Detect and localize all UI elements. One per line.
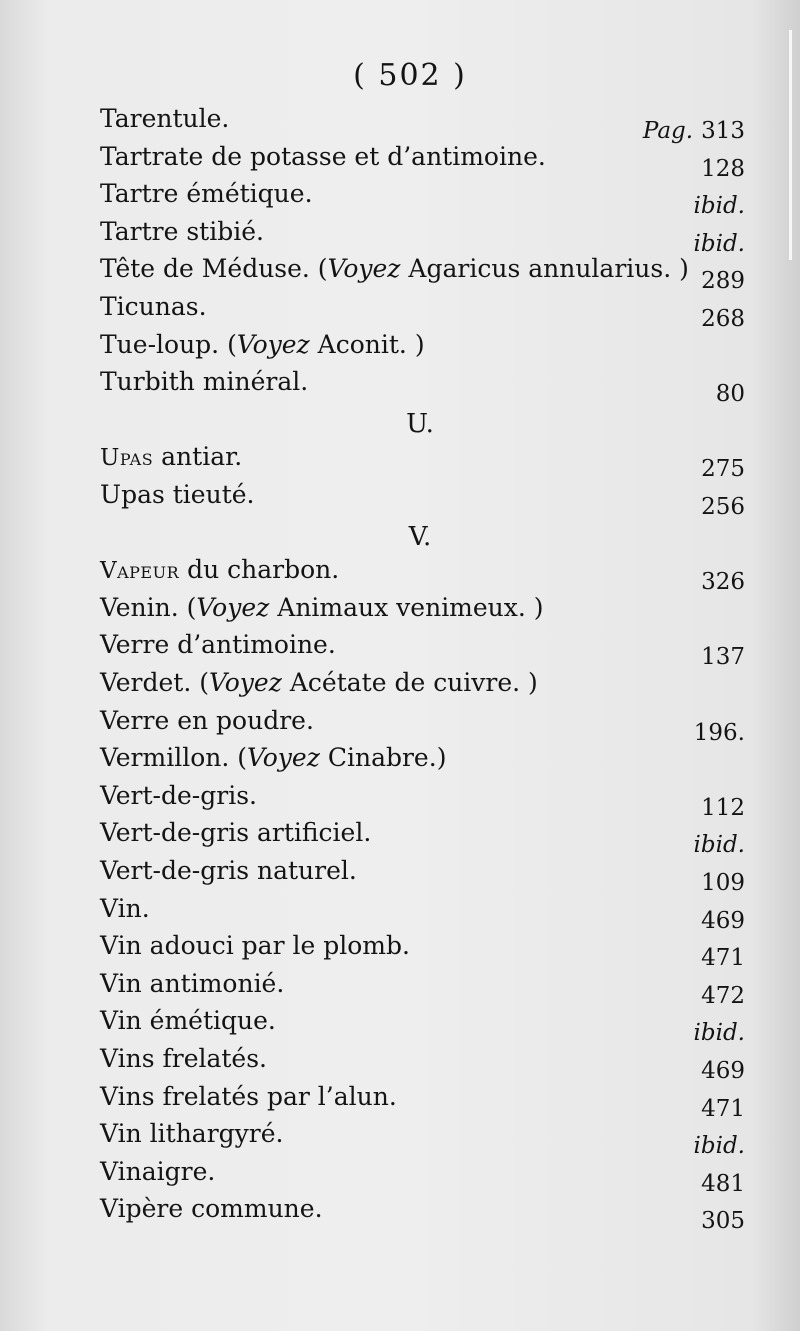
entry-term xyxy=(100,1119,283,1148)
entry-text: Tue-loup. ( xyxy=(100,329,237,359)
index-entry xyxy=(100,668,745,706)
entry-page-ref xyxy=(701,156,745,182)
page-number-ref: 313 xyxy=(701,118,745,144)
entry-term xyxy=(100,781,257,810)
entry-term xyxy=(100,330,425,359)
page-number-ref: 275 xyxy=(701,456,745,483)
see-also-reference: Aconit. xyxy=(309,329,407,359)
page-number-ref: 472 xyxy=(701,982,745,1009)
entry-text: Tartre stibié. xyxy=(100,216,264,246)
entry-term xyxy=(100,480,254,509)
entry-page-ref xyxy=(701,870,745,896)
entry-page-ref xyxy=(694,193,745,219)
index-entry xyxy=(100,931,745,972)
entry-term xyxy=(100,1044,267,1073)
entry-page-ref xyxy=(694,231,745,257)
see-also-reference: Agaricus annularius. xyxy=(400,254,672,284)
entry-page-ref xyxy=(701,644,745,670)
entry-page-ref xyxy=(701,456,745,482)
page-number-ref: 268 xyxy=(701,306,745,332)
entry-text: du charbon. xyxy=(179,555,340,585)
page-number-ref: 471 xyxy=(701,1095,745,1122)
entry-term xyxy=(100,1157,215,1186)
entry-page-ref xyxy=(701,1096,745,1122)
page-number-ref: 256 xyxy=(701,494,745,520)
entry-text: Vin lithargyré. xyxy=(100,1119,284,1149)
see-also-label: Voyez xyxy=(209,668,282,697)
page-number-ref: ibid. xyxy=(693,832,745,859)
entry-term xyxy=(100,292,207,321)
page-number-ref: 80 xyxy=(715,381,745,408)
index-entry xyxy=(100,706,745,744)
entry-page-ref xyxy=(694,1133,745,1159)
entry-text: Vins frelatés. xyxy=(100,1044,268,1073)
entry-term xyxy=(100,593,544,622)
page-number-ref: ibid. xyxy=(693,1020,745,1047)
entry-page-ref xyxy=(701,306,745,332)
index-entry xyxy=(100,1044,745,1082)
see-also-label: Voyez xyxy=(327,254,401,284)
entry-page-ref xyxy=(701,908,745,934)
entry-page-ref xyxy=(701,795,745,821)
entry-term xyxy=(100,104,229,133)
entry-term xyxy=(100,743,446,772)
entry-page-ref xyxy=(701,268,745,294)
page-number: ( 502 ) xyxy=(353,58,467,93)
page-number-ref: 109 xyxy=(701,870,745,896)
entry-term xyxy=(100,254,689,283)
entry-page-ref xyxy=(701,494,745,520)
page-number-ref: 137 xyxy=(701,644,745,671)
index-entry xyxy=(100,292,745,330)
entry-term xyxy=(100,217,264,246)
entry-text: Turbith minéral. xyxy=(100,367,309,397)
entry-page-ref xyxy=(701,983,745,1009)
see-also-label: Voyez xyxy=(247,743,320,773)
index-entry xyxy=(100,217,745,255)
entry-page-ref xyxy=(643,118,745,144)
page-number-ref: ibid. xyxy=(693,193,745,220)
section-letter: U. xyxy=(406,408,434,439)
entry-page-ref xyxy=(701,1058,745,1084)
page-number-ref: 128 xyxy=(701,155,745,182)
entry-text: Vert-de-gris naturel. xyxy=(100,856,357,885)
index-entry xyxy=(100,593,745,631)
entry-text: antiar. xyxy=(153,442,243,472)
entry-term xyxy=(100,630,336,659)
entry-text: Vin. xyxy=(100,893,150,923)
see-also-reference: Animaux venimeux. xyxy=(269,592,526,622)
index-entry xyxy=(100,856,745,894)
entry-page-ref xyxy=(716,381,745,407)
see-also-label: Voyez xyxy=(196,592,270,622)
entry-term xyxy=(100,1006,276,1035)
entry-page-ref xyxy=(694,832,745,858)
section-letter: V. xyxy=(408,521,432,552)
index-entry xyxy=(100,367,745,408)
entry-text: Tête de Méduse. ( xyxy=(100,254,328,284)
index-entry xyxy=(100,818,745,859)
entry-term xyxy=(100,367,308,396)
index-entry xyxy=(100,104,745,142)
entry-term xyxy=(100,894,150,923)
entry-page-ref xyxy=(694,1020,745,1046)
page-number-ref: 481 xyxy=(701,1170,745,1197)
entry-term xyxy=(100,179,313,208)
index-entry xyxy=(100,1082,745,1120)
entry-text: Vin émétique. xyxy=(100,1006,276,1036)
pag-label: Pag. xyxy=(642,118,694,144)
entry-term xyxy=(100,442,242,471)
entry-page-ref xyxy=(694,720,745,746)
entry-term xyxy=(100,555,339,584)
entry-text: Ticunas. xyxy=(100,292,207,321)
page-number-ref: 305 xyxy=(701,1208,745,1235)
index-entry xyxy=(100,480,745,518)
entry-term xyxy=(100,668,538,697)
index-entry xyxy=(100,969,745,1007)
entry-text: Vins frelatés par l’alun. xyxy=(100,1081,397,1111)
entry-close-paren: ) xyxy=(671,254,689,284)
index-entry xyxy=(100,142,745,180)
index-entry xyxy=(100,781,745,819)
page-number-ref: 469 xyxy=(701,1058,745,1084)
page-number-ref: 196. xyxy=(693,719,745,746)
entry-text: Venin. ( xyxy=(100,592,197,622)
entry-text: Vin antimonié. xyxy=(100,968,285,998)
index-entry xyxy=(100,1006,745,1047)
entry-text: Vert-de-gris. xyxy=(100,780,257,810)
entry-term xyxy=(100,856,357,885)
entry-text: Tartrate de potasse et d’antimoine. xyxy=(100,141,546,171)
index-entry xyxy=(100,894,745,932)
index-entry xyxy=(100,179,745,220)
entry-text: Upas tieuté. xyxy=(100,480,255,509)
entry-term xyxy=(100,1194,323,1223)
entry-term xyxy=(100,818,371,847)
index-entry xyxy=(100,1194,745,1235)
entry-page-ref xyxy=(701,1171,745,1197)
page-number-ref: ibid. xyxy=(693,1133,745,1160)
page-number-ref: ibid. xyxy=(693,230,745,257)
index-entry xyxy=(100,442,745,483)
entry-page-ref xyxy=(701,1208,745,1234)
entry-text: Vert-de-gris artificiel. xyxy=(100,818,372,848)
entry-term xyxy=(100,142,546,171)
index-entry xyxy=(100,330,745,368)
entry-close-paren: ) xyxy=(436,743,447,773)
page-number-ref: 471 xyxy=(701,945,745,972)
entry-initial-word: Vapeur xyxy=(100,558,180,585)
index-entry xyxy=(100,630,745,671)
entry-text: Vinaigre. xyxy=(100,1156,216,1186)
see-also-label: Voyez xyxy=(236,329,310,359)
see-also-reference: Cinabre. xyxy=(319,743,437,773)
index-entry xyxy=(100,1157,745,1195)
entry-text: Tartre émétique. xyxy=(100,179,313,209)
page-number-ref: 112 xyxy=(701,794,745,821)
entry-text: Tarentule. xyxy=(100,104,230,133)
page-number-ref: 326 xyxy=(701,569,745,596)
entry-term xyxy=(100,706,314,735)
entry-text: Vipère commune. xyxy=(100,1194,323,1224)
entry-text: Verre en poudre. xyxy=(100,705,314,735)
page-number-ref: 289 xyxy=(701,268,745,295)
entry-close-paren: ) xyxy=(525,592,544,622)
entry-text: Verdet. ( xyxy=(100,668,209,697)
index-entry xyxy=(100,254,745,295)
entry-close-paren: ) xyxy=(520,668,538,697)
see-also-reference: Acétate de cuivre. xyxy=(281,668,521,697)
entry-term xyxy=(100,931,410,960)
entry-page-ref xyxy=(701,569,745,595)
entry-close-paren: ) xyxy=(406,329,425,359)
page-number-ref: 469 xyxy=(701,907,745,934)
entry-page-ref xyxy=(701,945,745,971)
entry-text: Vermillon. ( xyxy=(100,743,247,773)
entry-term xyxy=(100,969,284,998)
index-entry xyxy=(100,743,745,781)
entry-term xyxy=(100,1082,397,1111)
index-entry xyxy=(100,555,745,596)
index-entry xyxy=(100,1119,745,1160)
entry-text: Verre d’antimoine. xyxy=(100,630,336,660)
entry-text: Vin adouci par le plomb. xyxy=(100,931,410,961)
entry-initial-word: Upas xyxy=(100,445,154,472)
